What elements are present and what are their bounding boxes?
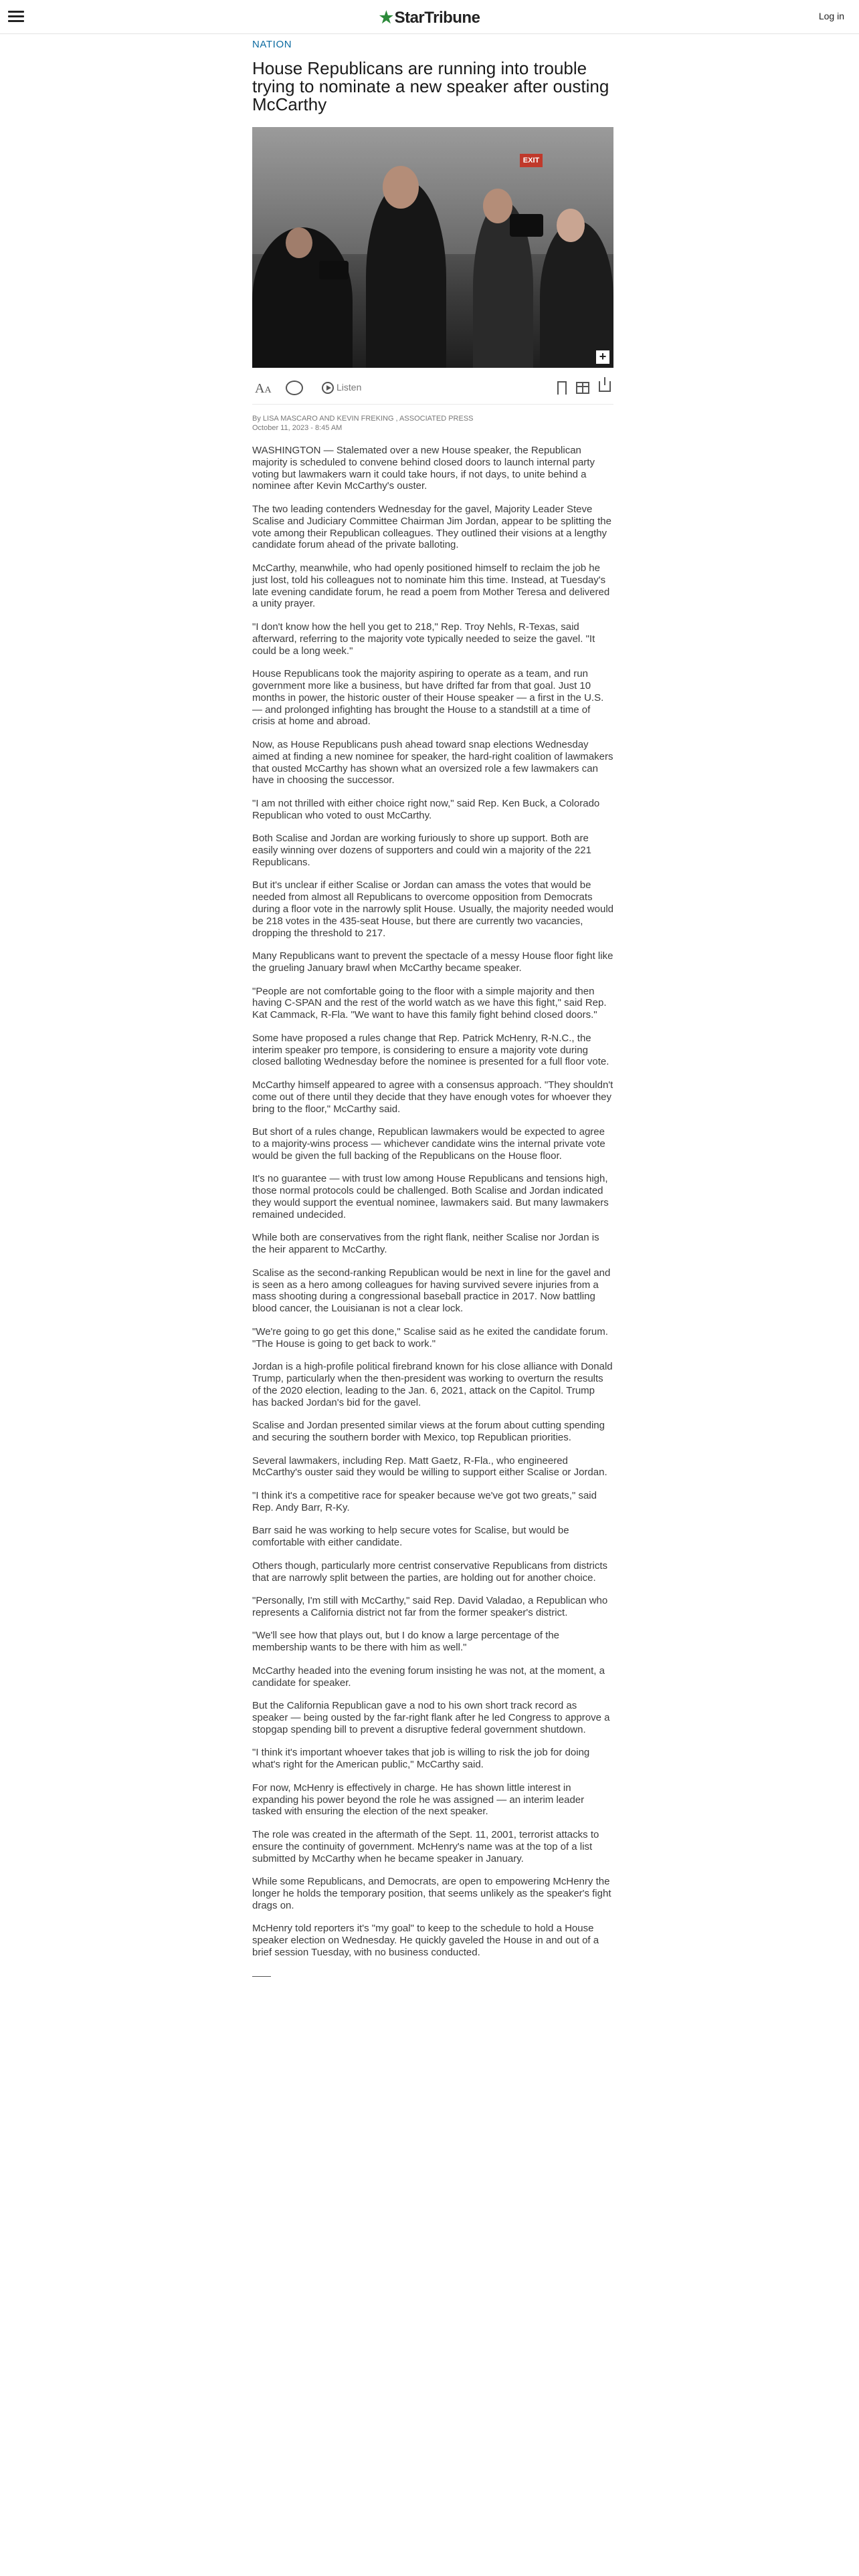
article-paragraph: "Personally, I'm still with McCarthy," said Rep. David Valadao, a Republican who represents a California district not far from the former speaker's district. — [252, 1595, 608, 1618]
article-paragraph: Several lawmakers, including Rep. Matt Gaetz, R-Fla., who engineered McCarthy's ouster said they would be willing to support either Scalise or Jordan. — [252, 1455, 607, 1479]
site-logo[interactable] — [0, 8, 859, 27]
play-icon — [322, 382, 334, 394]
article-toolbar — [252, 377, 613, 405]
article-paragraph: Barr said he was working to help secure votes for Scalise, but would be comfortable with either candidate. — [252, 1525, 569, 1549]
star-icon: ★ — [379, 9, 393, 27]
article-paragraph: McCarthy headed into the evening forum insisting he was not, at the moment, a candidate for speaker. — [252, 1665, 605, 1689]
article-paragraph: While both are conservatives from the right flank, neither Scalise nor Jordan is the heir apparent to McCarthy. — [252, 1232, 599, 1256]
section-label[interactable]: NATION — [252, 39, 292, 50]
article — [252, 39, 613, 1977]
article-paragraph: McCarthy, meanwhile, who had openly positioned himself to reclaim the job he just lost, told his colleagues not to nominate him this time. Instead, at Tuesday's late evening candidate forum, he read a poem from Mother Teresa and delivered a unity prayer. — [252, 562, 610, 610]
article-paragraph: Scalise as the second-ranking Republican would be next in line for the gavel and is seen as a hero among colleagues for having survived severe injuries from a mass shooting during a congressional baseball practice in 2017. Now battling blood cancer, the Louisianan is not a clear lock. — [252, 1267, 611, 1315]
article-paragraph: While some Republicans, and Democrats, are open to empowering McHenry the longer he holds the temporary position, that seems unlikely as the speaker's fight drags on. — [252, 1876, 611, 1911]
end-divider — [252, 1976, 271, 1977]
article-paragraph: The role was created in the aftermath of the Sept. 11, 2001, terrorist attacks to ensure the continuity of government. McHenry's name was at the top of a list submitted by McCarthy when he became speaker in January. — [252, 1829, 599, 1864]
photo-camera — [510, 214, 543, 237]
photo-figure — [366, 181, 446, 368]
logo-text: StarTribune — [394, 9, 480, 27]
article-paragraph: Jordan is a high-profile political firebrand known for his close alliance with Donald Trump, particularly when the then-president was working to overturn the results of the 2020 election, leading to the Jan. 6, 2021, attack on the Capitol. Trump has backed Jordan's bid for the gavel. — [252, 1361, 613, 1408]
article-paragraph: "We'll see how that plays out, but I do know a large percentage of the membership wants to be there with him as well." — [252, 1630, 560, 1654]
article-paragraph: Both Scalise and Jordan are working furiously to shore up support. Both are easily winning over dozens of supporters and could win a majority of the 221 Republicans. — [252, 833, 591, 868]
font-size-label: A — [255, 381, 265, 396]
font-size-button[interactable] — [255, 381, 272, 397]
article-paragraph: "I am not thrilled with either choice right now," said Rep. Ken Buck, a Colorado Republican who voted to oust McCarthy. — [252, 797, 600, 821]
article-body — [252, 445, 613, 1959]
article-paragraph: But the California Republican gave a nod to his own short track record as speaker — being ousted by the far-right flank after he led Congress to approve a stopgap spending bill to prevent a disruptive federal government shutdown. — [252, 1700, 610, 1735]
article-paragraph: House Republicans took the majority aspiring to operate as a team, and run government more like a business, but have drifted far from that goal. Just 10 months in power, the historic ouster of their House speaker — a first in the U.S. — and prolonged infighting has brought the House to a standstill at a time of crisis at home and abroad. — [252, 668, 604, 728]
font-size-label-small: A — [264, 385, 272, 395]
photo-camera — [319, 261, 349, 280]
share-icon[interactable] — [599, 381, 611, 392]
photo-figure — [540, 221, 613, 368]
article-paragraph: WASHINGTON — Stalemated over a new House speaker, the Republican majority is scheduled to convene behind closed doors to launch internal party voting but lawmakers warn it could take hours, if not days, to unite behind a nominee after Kevin McCarthy's ouster. — [252, 445, 595, 492]
listen-button[interactable] — [322, 382, 361, 394]
photo-figure — [286, 227, 312, 258]
gift-icon[interactable] — [576, 382, 589, 394]
article-paragraph: But it's unclear if either Scalise or Jordan can amass the votes that would be needed from almost all Republicans to overcome opposition from Democrats during a floor vote in the narrowly split House. Usually, the majority needed would be 218 votes in the 435-seat House, but there are currently two vacancies, dropping the threshold to 217. — [252, 879, 613, 939]
article-paragraph: "People are not comfortable going to the floor with a simple majority and then having C-SPAN and the rest of the world watch as we have this fight," said Rep. Kat Cammack, R-Fla. "We want to have this family fight behind closed doors." — [252, 985, 607, 1021]
expand-icon[interactable]: + — [596, 350, 609, 364]
publish-date: October 11, 2023 - 8:45 AM — [252, 424, 343, 432]
article-paragraph: Many Republicans want to prevent the spectacle of a messy House floor fight like the grueling January brawl when McCarthy became speaker. — [252, 950, 613, 974]
photo-figure — [483, 189, 512, 223]
article-paragraph: "I think it's important whoever takes that job is willing to risk the job for doing what's right for the American public," McCarthy said. — [252, 1747, 590, 1771]
article-paragraph: It's no guarantee — with trust low among House Republicans and tensions high, those normal protocols could be challenged. Both Scalise and Jordan indicated they would support the eventual nominee, lawmakers said. But many lawmakers remained undecided. — [252, 1173, 609, 1220]
article-paragraph: For now, McHenry is effectively in charge. He has shown little interest in expanding his power beyond the role he was assigned — an interim leader tasked with ensuring the election of the next speaker. — [252, 1782, 585, 1818]
comment-icon[interactable] — [286, 381, 303, 395]
article-paragraph: But short of a rules change, Republican lawmakers would be expected to agree to a majority-wins process — whichever candidate wins the internal private vote would be given the full backing of the Republicans on the House floor. — [252, 1126, 605, 1162]
article-paragraph: Others though, particularly more centrist conservative Republicans from districts that are narrowly split between the parties, are holding out for another choice. — [252, 1560, 608, 1584]
exit-sign: EXIT — [520, 154, 543, 167]
article-paragraph: The two leading contenders Wednesday for the gavel, Majority Leader Steve Scalise and Judiciary Committee Chairman Jim Jordan, appear to be splitting the vote among their Republican colleagues. They outlined their visions at a lengthy candidate forum ahead of the private balloting. — [252, 503, 611, 551]
article-paragraph: Scalise and Jordan presented similar views at the forum about cutting spending and securing the southern border with Mexico, top Republican priorities. — [252, 1420, 605, 1443]
article-paragraph: "I think it's a competitive race for speaker because we've got two greats," said Rep. Andy Barr, R-Ky. — [252, 1489, 597, 1513]
article-paragraph: McCarthy himself appeared to agree with a consensus approach. "They shouldn't come out of there until they decide that they have enough votes for whoever they bring to the floor," McCarthy said. — [252, 1079, 613, 1115]
byline: By LISA MASCARO AND KEVIN FREKING , ASSOCIATED PRESS — [252, 415, 474, 423]
article-paragraph: Now, as House Republicans push ahead toward snap elections Wednesday aimed at finding a new nominee for speaker, the hard-right coalition of lawmakers that ousted McCarthy has shown what an oversized role a few lawmakers can have in choosing the successor. — [252, 738, 613, 786]
photo-figure — [557, 209, 585, 242]
photo-figure — [383, 166, 419, 209]
article-paragraph: "We're going to go get this done," Scalise said as he exited the candidate forum. "The House is going to get back to work." — [252, 1325, 608, 1350]
bookmark-icon[interactable] — [557, 381, 567, 395]
top-navigation-bar — [0, 0, 859, 34]
listen-label: Listen — [337, 382, 362, 393]
article-headline: House Republicans are running into trouble trying to nominate a new speaker after ousting McCarthy — [252, 58, 609, 114]
login-link[interactable]: Log in — [818, 11, 844, 21]
article-photo[interactable] — [252, 127, 613, 368]
article-paragraph: "I don't know how the hell you get to 218," Rep. Troy Nehls, R-Texas, said afterward, referring to the majority vote typically needed to seize the gavel. "It could be a long week." — [252, 621, 595, 657]
article-paragraph: Some have proposed a rules change that Rep. Patrick McHenry, R-N.C., the interim speaker pro tempore, is considering to ensure a majority vote during closed balloting Wednesday before the nominee is presented for a full floor vote. — [252, 1032, 609, 1068]
article-paragraph: McHenry told reporters it's "my goal" to keep to the schedule to hold a House speaker election on Wednesday. He quickly gaveled the House in and out of a brief session Tuesday, with no business conducted. — [252, 1923, 599, 1958]
